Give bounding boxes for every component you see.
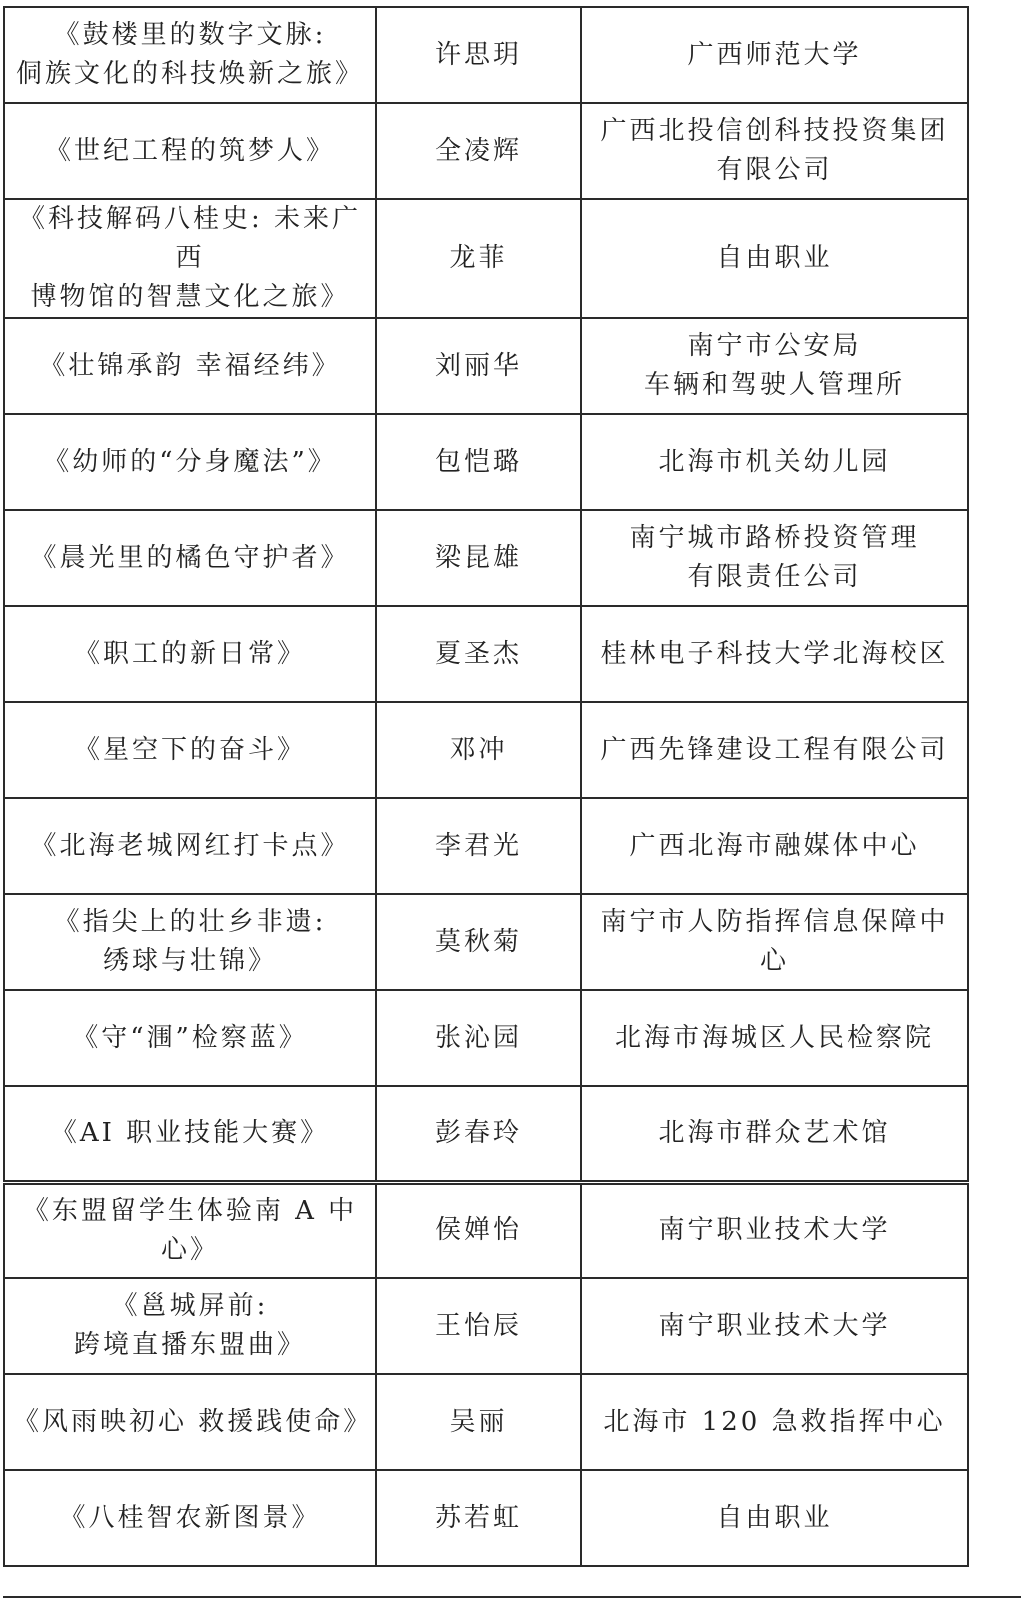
organization-cell: 北海市机关幼儿园 xyxy=(581,414,968,510)
table-row xyxy=(4,798,968,894)
organization-cell: 北海市 120 急救指挥中心 xyxy=(581,1374,968,1470)
organization-cell: 南宁城市路桥投资管理 有限责任公司 xyxy=(581,510,968,606)
table-row xyxy=(4,894,968,990)
work-title-cell: 《职工的新日常》 xyxy=(4,606,376,702)
author-name-cell: 彭春玲 xyxy=(376,1086,581,1182)
author-name-cell: 许思玥 xyxy=(376,7,581,103)
organization-cell: 广西北海市融媒体中心 xyxy=(581,798,968,894)
work-title-cell: 《北海老城网红打卡点》 xyxy=(4,798,376,894)
work-title-cell: 《鼓楼里的数字文脉: 侗族文化的科技焕新之旅》 xyxy=(4,7,376,103)
work-title-cell: 《指尖上的壮乡非遗: 绣球与壮锦》 xyxy=(4,894,376,990)
organization-cell: 广西先锋建设工程有限公司 xyxy=(581,702,968,798)
author-name-cell: 王怡辰 xyxy=(376,1278,581,1374)
table-row xyxy=(4,103,968,199)
work-title-cell: 《风雨映初心 救援践使命》 xyxy=(4,1374,376,1470)
table-row xyxy=(4,1086,968,1182)
author-name-cell: 张沁园 xyxy=(376,990,581,1086)
table-row xyxy=(4,606,968,702)
author-name-cell: 龙菲 xyxy=(376,199,581,318)
bottom-rule xyxy=(3,1596,1021,1598)
work-title-cell: 《世纪工程的筑梦人》 xyxy=(4,103,376,199)
organization-cell: 北海市群众艺术馆 xyxy=(581,1086,968,1182)
author-name-cell: 夏圣杰 xyxy=(376,606,581,702)
work-title-cell: 《壮锦承韵 幸福经纬》 xyxy=(4,318,376,414)
work-title-cell: 《守“涠”检察蓝》 xyxy=(4,990,376,1086)
award-table xyxy=(3,6,969,1567)
organization-cell: 北海市海城区人民检察院 xyxy=(581,990,968,1086)
organization-cell: 自由职业 xyxy=(581,199,968,318)
author-name-cell: 苏若虹 xyxy=(376,1470,581,1566)
work-title-cell: 《邕城屏前: 跨境直播东盟曲》 xyxy=(4,1278,376,1374)
author-name-cell: 梁昆雄 xyxy=(376,510,581,606)
work-title-cell: 《晨光里的橘色守护者》 xyxy=(4,510,376,606)
organization-cell: 南宁职业技术大学 xyxy=(581,1278,968,1374)
author-name-cell: 全凌辉 xyxy=(376,103,581,199)
author-name-cell: 邓冲 xyxy=(376,702,581,798)
work-title-cell: 《东盟留学生体验南 A 中心》 xyxy=(4,1182,376,1278)
organization-cell: 广西师范大学 xyxy=(581,7,968,103)
organization-cell: 自由职业 xyxy=(581,1470,968,1566)
table-row xyxy=(4,7,968,103)
work-title-cell: 《科技解码八桂史: 未来广西 博物馆的智慧文化之旅》 xyxy=(4,199,376,318)
table-row xyxy=(4,414,968,510)
work-title-cell: 《幼师的“分身魔法”》 xyxy=(4,414,376,510)
work-title-cell: 《八桂智农新图景》 xyxy=(4,1470,376,1566)
organization-cell: 南宁职业技术大学 xyxy=(581,1182,968,1278)
table-row xyxy=(4,318,968,414)
table-row xyxy=(4,1182,968,1278)
table-row xyxy=(4,702,968,798)
work-title-cell: 《星空下的奋斗》 xyxy=(4,702,376,798)
author-name-cell: 李君光 xyxy=(376,798,581,894)
author-name-cell: 侯婵怡 xyxy=(376,1182,581,1278)
table-row xyxy=(4,990,968,1086)
organization-cell: 桂林电子科技大学北海校区 xyxy=(581,606,968,702)
author-name-cell: 吴丽 xyxy=(376,1374,581,1470)
organization-cell: 南宁市人防指挥信息保障中心 xyxy=(581,894,968,990)
table-row xyxy=(4,1278,968,1374)
author-name-cell: 莫秋菊 xyxy=(376,894,581,990)
author-name-cell: 刘丽华 xyxy=(376,318,581,414)
table-row xyxy=(4,510,968,606)
organization-cell: 广西北投信创科技投资集团 有限公司 xyxy=(581,103,968,199)
table-row xyxy=(4,1374,968,1470)
organization-cell: 南宁市公安局 车辆和驾驶人管理所 xyxy=(581,318,968,414)
table-row xyxy=(4,199,968,318)
author-name-cell: 包恺璐 xyxy=(376,414,581,510)
table-row xyxy=(4,1470,968,1566)
work-title-cell: 《AI 职业技能大赛》 xyxy=(4,1086,376,1182)
